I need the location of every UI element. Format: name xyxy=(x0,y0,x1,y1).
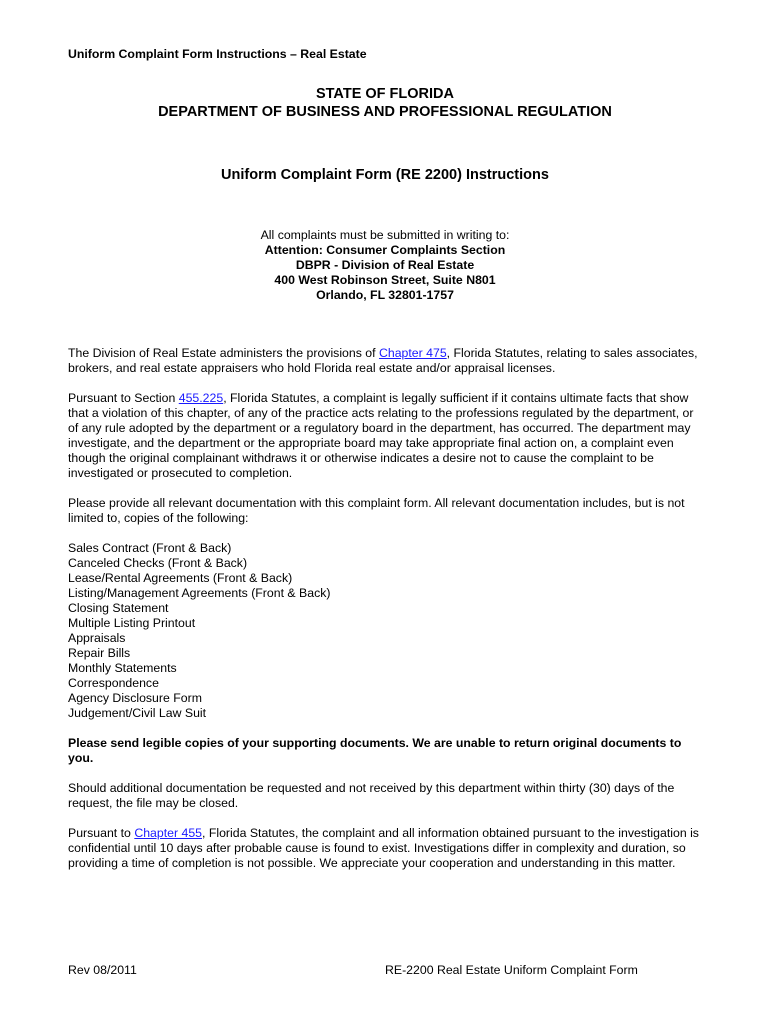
instructions-body xyxy=(68,346,702,886)
address-division: DBPR - Division of Real Estate xyxy=(295,258,475,272)
mailing-address xyxy=(68,228,702,303)
paragraph-legible-copies: Please send legible copies of your supporting documents. We are unable to return original documents to you. xyxy=(68,736,682,765)
address-city: Orlando, FL 32801-1757 xyxy=(316,288,454,302)
list-item: Lease/Rental Agreements (Front & Back) xyxy=(68,571,293,585)
list-item: Agency Disclosure Form xyxy=(68,691,202,705)
footer-revision: Rev 08/2011 xyxy=(68,963,137,977)
state-name: STATE OF FLORIDA xyxy=(315,86,454,102)
footer-form-name: RE-2200 Real Estate Uniform Complaint Form xyxy=(385,963,638,977)
paragraph-division-overview: The Division of Real Estate administers the provisions of Chapter 475, Florida Statutes, relating to sales associates, brokers, and real estate appraisers who hold Florida real estate and/or appraisal licenses. xyxy=(68,346,698,375)
list-item: Judgement/Civil Law Suit xyxy=(68,706,207,720)
paragraph-file-closure: Should additional documentation be requested and not received by this department within thirty (30) days of the request, the file may be closed. xyxy=(68,781,675,810)
department-name: DEPARTMENT OF BUSINESS AND PROFESSIONAL REGULATION xyxy=(158,104,612,120)
address-intro: All complaints must be submitted in writing to: xyxy=(260,228,510,242)
chapter-455-link[interactable]: Chapter 455 xyxy=(134,826,202,840)
list-item: Repair Bills xyxy=(68,646,131,660)
list-item: Monthly Statements xyxy=(68,661,177,675)
running-header: Uniform Complaint Form Instructions – Real Estate xyxy=(68,47,367,61)
paragraph-legal-sufficiency: Pursuant to Section 455.225, Florida Statutes, a complaint is legally sufficient if it contains ultimate facts that show that a violation of this chapter, of any of the practice acts relating to the professions regulated by the department, or of any rule adopted by the department or a regulatory board in the department, has occurred. The department may investigate, and the department or the appropriate board may take appropriate final action on, a complaint even though the original complainant withdraws it or otherwise indicates a desire not to cause the complaint to be investigated or prosecuted to completion. xyxy=(68,391,694,480)
paragraph-documentation: Please provide all relevant documentation with this complaint form. All relevant documentation includes, but is not limited to, copies of the following: xyxy=(68,496,685,525)
chapter-475-link[interactable]: Chapter 475 xyxy=(378,346,447,360)
list-item: Listing/Management Agreements (Front & Back) xyxy=(68,586,331,600)
paragraph-confidentiality: Pursuant to Chapter 455, Florida Statutes, the complaint and all information obtained pursuant to the investigation is confidential until 10 days after probable cause is found to exist. Investigations differ in complexity and duration, so providing a time of completion is not possible. We appreciate your cooperation and understanding in this matter. xyxy=(68,826,699,870)
page-title: Uniform Complaint Form (RE 2200) Instructions xyxy=(221,167,549,183)
agency-heading xyxy=(68,85,702,121)
list-item: Appraisals xyxy=(68,631,126,645)
address-attention: Attention: Consumer Complaints Section xyxy=(264,243,506,257)
address-street: 400 West Robinson Street, Suite N801 xyxy=(274,273,496,287)
list-item: Canceled Checks (Front & Back) xyxy=(68,556,248,570)
section-455-225-link[interactable]: 455.225 xyxy=(178,391,224,405)
list-item: Sales Contract (Front & Back) xyxy=(68,541,232,555)
list-item: Closing Statement xyxy=(68,601,169,615)
list-item: Correspondence xyxy=(68,676,159,690)
list-item: Multiple Listing Printout xyxy=(68,616,196,630)
documentation-list xyxy=(68,541,702,721)
